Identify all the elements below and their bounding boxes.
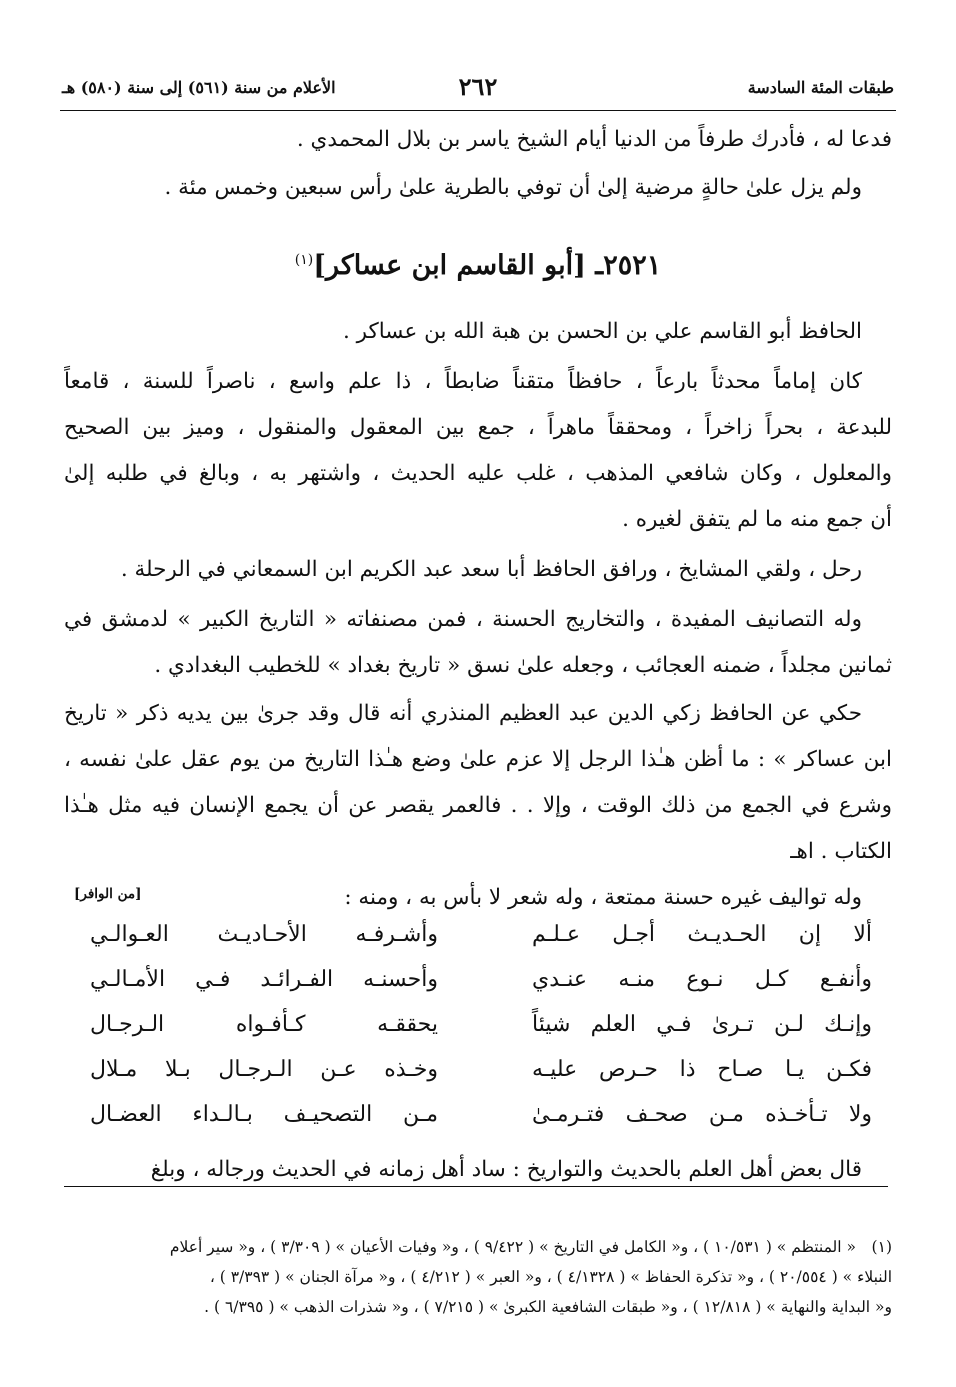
footnote (64, 1232, 892, 1322)
running-header (60, 70, 896, 111)
paragraph-2: رحل ، ولقي المشايخ ، ورافق الحافظ أبا سعد عبد الكريم ابن السمعاني في الرحلة . (120, 557, 862, 582)
closing-line: قال بعض أهل العلم بالحديث والتواريخ : ساد أهل زمانه في الحديث ورجاله ، وبلغ (150, 1157, 862, 1182)
scholar-full-name: الحافظ أبو القاسم علي بن الحسن بن هبة الله بن عساكر . (342, 319, 862, 344)
footnote-divider (64, 1186, 888, 1187)
footnote-line-3: و« البداية والنهاية » ( ١٢/٨١٨ ) ، و« طبقات الشافعية الكبرىٰ » ( ٧/٢١٥ ) ، و« شذرات الذهب » ( ٦/٣٩٥ ) . (204, 1298, 892, 1316)
footnote-text: « المنتظم » ( ١٠/٥٣١ ) ، و« الكامل في التاريخ » ( ٩/٤٢٢ ) ، و« وفيات الأعيان » ( ٣/٣٠٩ ) ، و« سير أعلام (169, 1238, 856, 1256)
intro-line-2: ولم يزل علىٰ حالةٍ مرضية إلىٰ أن توفي بالطرية علىٰ رأس سبعين وخمس مئة . (164, 175, 862, 200)
poem-verse (90, 1102, 872, 1147)
poem (90, 922, 872, 1147)
paragraph-4-line-3: وشرع في الجمع من ذلك الوقت ، وإلا . . فالعمر يقصر عن أن يجمع الإنسان فيه مثل هـٰذا (64, 793, 892, 818)
verse-first-hemistich: وإنـك لـن تـرىٰ فـي العلم شيئاً (532, 1012, 872, 1037)
intro-line-1: فدعا له ، فأدرك طرفاً من الدنيا أيام الشيخ ياسر بن بلال المحمدي . (296, 127, 892, 152)
page-number: ٢٦٢ (458, 72, 498, 101)
verse-first-hemistich: فكـن يـا صـاح ذا حـرص عليـه (532, 1057, 872, 1082)
verse-second-hemistich: يحققـه كـأفـواه الـرجـال (90, 1012, 438, 1037)
header-year-range: الأعلام من سنة (٥٦١) إلى سنة (٥٨٠) هـ (62, 78, 336, 97)
paragraph-4-line-2: ابن عساكر » : ما أظن هـٰذا الرجل إلا عزم علىٰ وضع هـٰذا التاريخ من يوم عقل علىٰ نفسه ، (64, 747, 892, 772)
poem-verse (90, 967, 872, 1012)
footnote-line-2: النبلاء » ( ٢٠/٥٥٤ ) ، و« تذكرة الحفاظ » ( ٤/١٣٢٨ ) ، و« العبر » ( ٤/٢١٢ ) ، و« مرآة الجنان » ( ٣/٣٩٣ ) ، (209, 1268, 892, 1286)
paragraph-1-line-4: أن جمع منه ما لم يتفق لغيره . (622, 507, 892, 532)
paragraph-3-line-1: وله التصانيف المفيدة ، والتخاريج الحسنة ، فمن مصنفاته « التاريخ الكبير » لدمشق في (64, 607, 862, 632)
entry-title (0, 250, 956, 281)
paragraph-4-line-1: حكي عن الحافظ زكي الدين عبد العظيم المنذري أنه قال وقد جرىٰ بين يديه ذكر « تاريخ (64, 701, 862, 726)
poem-verse (90, 1057, 872, 1102)
paragraph-3-line-2: ثمانين مجلداً ، ضمنه العجائب ، وجعله علىٰ نسق « تاريخ بغداد » للخطيب البغدادي . (154, 653, 892, 678)
verse-second-hemistich: وأحسنـه الفـرائـد فـي الأمـالـي (90, 967, 438, 992)
poem-verse (90, 1012, 872, 1057)
poem-introduction: وله تواليف غيره حسنة ممتعة ، وله شعر لا بأس به ، ومنه : (344, 885, 862, 910)
footnote-number: (١) (871, 1238, 892, 1256)
footnote-line-1 (64, 1232, 892, 1262)
verse-first-hemistich: ألا إن الحـديـث أجـل عـلـم (532, 922, 872, 947)
entry-title-text: ٢٥٢١ـ [أبو القاسم ابن عساكر] (313, 250, 662, 281)
footnote-reference: (١) (294, 252, 314, 268)
verse-first-hemistich: وأنفـع كـل نـوع منـه عنـدي (532, 967, 872, 992)
paragraph-4-line-4: الكتاب . اهـ (790, 839, 892, 864)
verse-second-hemistich: وأشـرفـه الأحـاديـث العـوالـي (90, 922, 438, 947)
verse-first-hemistich: ولا تـأخـذه مـن صحـف فتـرمـىٰ (532, 1102, 872, 1127)
header-section-title: طبقات المئة السادسة (747, 78, 894, 97)
paragraph-1-line-3: والمعلول ، وكان شافعي المذهب ، غلب عليه الحديث ، واشتهر به ، وبالغ في طلبه إلىٰ (64, 461, 892, 486)
paragraph-1-line-2: للبدعة ، بحراً زاخراً ، ومحققاً ماهراً ، جمع بين المعقول والمنقول ، وميز بين الصحيح (64, 415, 892, 440)
verse-second-hemistich: وخـذه عـن الـرجـال بـلا مـلال (90, 1057, 438, 1082)
paragraph-1-line-1: كان إماماً محدثاً بارعاً ، حافظاً متقناً ضابطاً ، ذا علم واسع ، ناصراً للسنة ، قامعاً (64, 369, 862, 394)
poetic-meter-label: [من الوافر] (74, 886, 142, 902)
verse-second-hemistich: مـن التصحيـف بـالـداء العضـال (90, 1102, 438, 1127)
poem-verse (90, 922, 872, 967)
